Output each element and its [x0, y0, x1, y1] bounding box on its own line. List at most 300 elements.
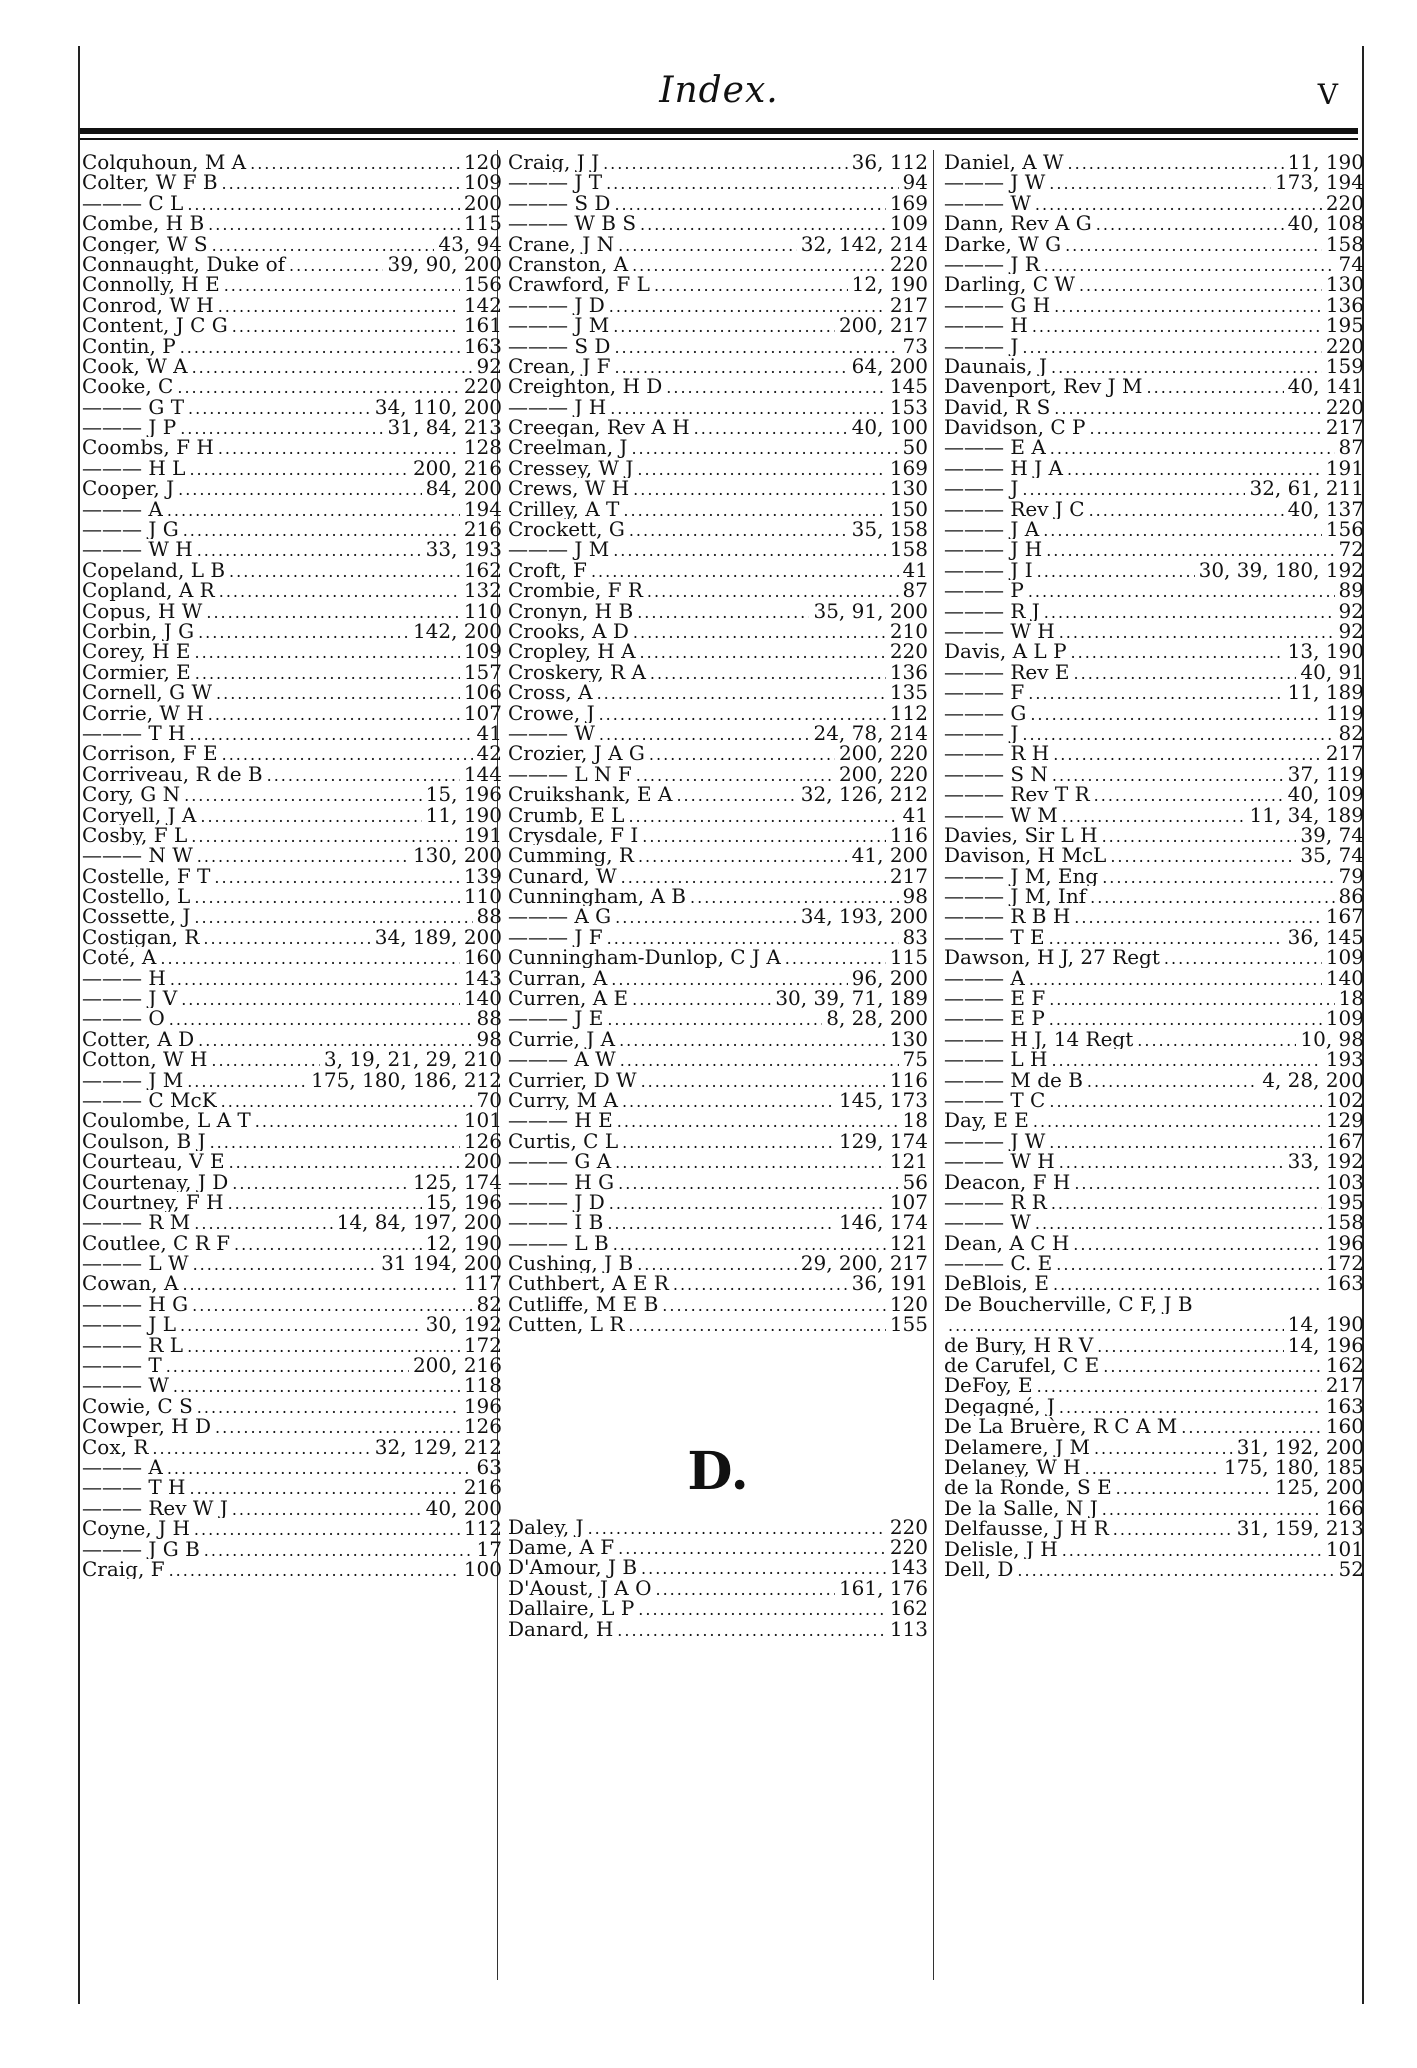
entry-name: ——— J [944, 335, 1019, 356]
leader-dots [690, 888, 899, 906]
entry-name: ——— W H [82, 539, 193, 560]
entry-name: ——— R H [944, 743, 1050, 764]
leader-dots [203, 929, 370, 947]
entry-name: ——— J [944, 478, 1019, 499]
entry-name: ——— C L [82, 192, 184, 214]
index-entry [82, 1375, 502, 1395]
entry-pages: 40, 91 [1300, 661, 1364, 683]
index-entry [944, 1131, 1364, 1151]
index-entry [82, 336, 502, 356]
index-entry [508, 764, 928, 784]
entry-name: Cotton, W H [82, 1049, 208, 1070]
section-gap [508, 1335, 928, 1407]
index-entry [508, 682, 928, 702]
index-column-2 [508, 152, 928, 1639]
leader-dots [212, 236, 435, 254]
leader-dots [621, 868, 886, 886]
index-entry [508, 1537, 928, 1557]
leader-dots [673, 1275, 848, 1293]
index-entry [82, 1070, 502, 1090]
entry-pages: 120 [463, 152, 502, 173]
leader-dots [229, 1153, 460, 1171]
entry-pages: 12, 190 [851, 274, 928, 295]
entry-pages: 163 [463, 335, 502, 356]
entry-name: De la Salle, N J [944, 1497, 1098, 1519]
entry-pages: 8, 28, 200 [826, 1008, 928, 1029]
index-entry [82, 947, 502, 967]
entry-pages: 100 [463, 1558, 502, 1580]
index-entry [82, 1396, 502, 1416]
index-entry [508, 1070, 928, 1090]
index-entry [82, 254, 502, 274]
index-entry [508, 397, 928, 417]
entry-name: ——— H L [82, 457, 186, 479]
entry-pages: 36, 145 [1287, 926, 1364, 948]
leader-dots [609, 1194, 886, 1212]
entry-name: ——— F [944, 682, 1025, 703]
index-entry [944, 193, 1364, 213]
leader-dots [1044, 256, 1335, 274]
leader-dots [1164, 949, 1322, 967]
entry-pages: 150 [889, 498, 928, 520]
leader-dots [181, 990, 460, 1008]
index-entry [944, 682, 1364, 702]
entry-pages: 167 [1325, 1130, 1364, 1152]
index-entry [508, 295, 928, 315]
entry-pages: 40, 100 [851, 417, 928, 438]
entry-name: Cornell, G W [82, 682, 213, 703]
entry-pages: 70 [476, 1089, 502, 1111]
index-entry [944, 1008, 1364, 1028]
entry-name: Dean, A C H [944, 1232, 1070, 1254]
entry-pages: 220 [1325, 396, 1364, 418]
entry-name: ——— A W [508, 1049, 616, 1070]
leader-dots [1044, 603, 1335, 621]
entry-name: ——— J M [82, 1069, 184, 1090]
entry-pages: 109 [463, 172, 502, 193]
leader-dots [267, 766, 460, 784]
leader-dots [221, 1092, 473, 1110]
leader-dots [190, 1479, 460, 1497]
entry-name: Currie, J A [508, 1028, 616, 1050]
entry-pages: 82 [476, 1293, 502, 1315]
leader-dots [1097, 1337, 1284, 1355]
index-entry [82, 499, 502, 519]
entry-pages: 34, 193, 200 [800, 906, 928, 927]
entry-name: Conger, W S [82, 233, 208, 254]
entry-pages: 113 [889, 1618, 928, 1639]
entry-name: ——— H J A [944, 457, 1063, 479]
leader-dots [182, 1275, 459, 1293]
entry-name: Courteau, V E [82, 1151, 225, 1172]
entry-pages: 87 [1338, 437, 1364, 458]
entry-name: Creelman, J [508, 437, 628, 458]
leader-dots [1054, 297, 1322, 315]
leader-dots [208, 705, 460, 723]
entry-pages: 89 [1338, 580, 1364, 601]
entry-pages: 40, 109 [1287, 784, 1364, 805]
page-number: V [1317, 78, 1338, 111]
index-entry [944, 1090, 1364, 1110]
index-entry [82, 1477, 502, 1497]
entry-pages: 24, 78, 214 [813, 722, 928, 744]
leader-dots [192, 1296, 472, 1314]
entry-name: ——— T C [944, 1089, 1046, 1111]
index-entry [82, 478, 502, 498]
running-head: Index. [659, 70, 779, 111]
index-entry [944, 458, 1364, 478]
entry-name: ——— L H [944, 1049, 1048, 1070]
entry-name: Crumb, E L [508, 804, 625, 825]
entry-name: Connolly, H E [82, 274, 220, 295]
entry-name: Croskery, R A [508, 661, 646, 683]
index-entry [508, 784, 928, 804]
entry-name: Dell, D [944, 1558, 1014, 1580]
leader-dots [232, 317, 460, 335]
entry-name: Crockett, G [508, 519, 625, 540]
entry-name: ——— Rev E [944, 661, 1070, 683]
index-entry [82, 825, 502, 845]
entry-name: Dawson, H J, 27 Regt [944, 947, 1160, 968]
entry-name: ——— G [944, 702, 1027, 723]
leader-dots [197, 541, 422, 559]
index-column-3 [944, 152, 1364, 1579]
leader-dots [619, 1031, 886, 1049]
leader-dots [1054, 399, 1322, 417]
entry-name: Cooke, C [82, 376, 174, 397]
entry-name: ——— J R [944, 253, 1040, 275]
entry-pages: 35, 74 [1300, 845, 1364, 866]
index-entry [82, 519, 502, 539]
leader-dots [641, 1072, 886, 1090]
entry-pages: 143 [889, 1557, 928, 1578]
leader-dots [1037, 1377, 1322, 1395]
entry-pages: 200, 220 [838, 763, 928, 785]
index-entry [944, 376, 1364, 396]
leader-dots [694, 419, 848, 437]
leader-dots [622, 1092, 835, 1110]
leader-dots [1022, 480, 1245, 498]
index-entry [82, 539, 502, 559]
index-entry [82, 1008, 502, 1028]
leader-dots [603, 154, 848, 172]
entry-pages: 40, 137 [1287, 498, 1364, 520]
leader-dots [218, 297, 460, 315]
entry-pages: 10, 98 [1300, 1028, 1364, 1050]
entry-name: Crowe, J [508, 702, 595, 723]
entry-pages: 200, 216 [412, 1355, 502, 1376]
leader-dots [1049, 1092, 1321, 1110]
entry-pages: 31, 192, 200 [1236, 1436, 1364, 1457]
entry-name: Copus, H W [82, 600, 203, 621]
entry-pages: 41 [902, 804, 928, 825]
index-entry [82, 1539, 502, 1559]
entry-name: ——— J D [508, 1191, 605, 1213]
index-entry [508, 1233, 928, 1253]
entry-pages: 34, 189, 200 [374, 926, 502, 948]
entry-name: ——— J L [82, 1314, 177, 1335]
index-entry [82, 152, 502, 172]
entry-pages: 15, 196 [425, 784, 502, 805]
entry-pages: 162 [1325, 1355, 1364, 1376]
entry-pages: 92 [1338, 600, 1364, 621]
index-entry [508, 254, 928, 274]
entry-name: ——— S D [508, 192, 611, 214]
entry-pages: 136 [1325, 294, 1364, 316]
entry-pages: 193 [1325, 1049, 1364, 1070]
index-entry [508, 1049, 928, 1069]
leader-dots [195, 664, 460, 682]
index-entry [82, 1437, 502, 1457]
leader-dots [629, 521, 848, 539]
entry-pages: 220 [889, 641, 928, 662]
index-entry [508, 641, 928, 661]
entry-pages: 31, 159, 213 [1236, 1518, 1364, 1539]
entry-name: Coombs, F H [82, 437, 214, 458]
entry-pages: 92 [476, 355, 502, 377]
leader-dots [194, 1214, 332, 1232]
index-entry [944, 1192, 1364, 1212]
index-entry [944, 743, 1364, 763]
entry-name: ——— W B S [508, 213, 637, 234]
entry-name: ——— J V [82, 988, 178, 1009]
leader-dots [617, 1112, 899, 1130]
index-entry [944, 866, 1364, 886]
index-entry [944, 1172, 1364, 1192]
entry-pages: 86 [1338, 886, 1364, 907]
index-entry [82, 1416, 502, 1436]
leader-dots [1017, 1561, 1334, 1579]
leader-dots [613, 1235, 886, 1253]
entry-pages: 217 [889, 865, 928, 887]
entry-name: Cuthbert, A E R [508, 1273, 669, 1294]
index-entry [82, 703, 502, 723]
entry-pages: 125, 174 [412, 1171, 502, 1192]
index-column-2-entries-after [508, 1517, 928, 1639]
entry-name: ——— H G [508, 1171, 615, 1192]
entry-pages: 109 [1325, 1008, 1364, 1029]
leader-dots [1059, 623, 1335, 641]
leader-dots [1096, 215, 1284, 233]
entry-pages: 175, 180, 185 [1224, 1457, 1364, 1478]
entry-name: ——— J I [944, 559, 1033, 581]
entry-pages: 63 [476, 1457, 502, 1478]
entry-name: Content, J C G [82, 315, 228, 336]
index-entry [82, 295, 502, 315]
entry-name: DeBlois, E [944, 1273, 1049, 1294]
index-column-2-entries [508, 152, 928, 1335]
entry-name: Crombie, F R [508, 580, 643, 601]
entry-pages: 112 [463, 1518, 502, 1539]
entry-pages: 145, 173 [838, 1089, 928, 1111]
entry-name: Copeland, L B [82, 559, 226, 581]
index-entry [508, 519, 928, 539]
entry-pages: 220 [1325, 192, 1364, 214]
entry-pages: 29, 200, 217 [800, 1253, 928, 1274]
entry-name: ——— A [944, 967, 1025, 989]
index-entry [82, 1110, 502, 1130]
leader-dots [1051, 358, 1322, 376]
leader-dots [1062, 807, 1246, 825]
leader-dots [1065, 236, 1322, 254]
entry-name: Coutlee, C R F [82, 1232, 230, 1254]
index-entry [944, 580, 1364, 600]
leader-dots [666, 378, 886, 396]
leader-dots [1110, 847, 1296, 865]
entry-name: Danard, H [508, 1618, 614, 1639]
leader-dots [948, 1316, 1284, 1334]
entry-pages: 96, 200 [851, 967, 928, 989]
entry-name: ——— Rev W J [82, 1497, 228, 1519]
index-entry [944, 1559, 1364, 1579]
entry-name: ——— R M [82, 1212, 191, 1233]
index-entry [82, 213, 502, 233]
entry-pages: 117 [463, 1273, 502, 1294]
leader-dots [662, 1296, 886, 1314]
entry-pages: 195 [1325, 315, 1364, 336]
leader-dots [178, 480, 422, 498]
index-entry [82, 1355, 502, 1375]
entry-name: Crysdale, F I [508, 824, 639, 846]
leader-dots [187, 1337, 460, 1355]
entry-pages: 142, 200 [412, 620, 502, 642]
leader-dots [613, 541, 886, 559]
entry-name: Colquhoun, M A [82, 152, 247, 173]
index-entry [944, 1212, 1364, 1232]
index-entry [508, 152, 928, 172]
leader-dots [615, 908, 797, 926]
entry-pages: 136 [889, 661, 928, 683]
index-entry [82, 580, 502, 600]
leader-dots [637, 1255, 797, 1273]
entry-pages: 125, 200 [1274, 1477, 1364, 1498]
leader-dots [194, 908, 472, 926]
entry-pages: 75 [902, 1049, 928, 1070]
index-entry [82, 1335, 502, 1355]
entry-pages: 30, 39, 180, 192 [1198, 559, 1364, 581]
leader-dots [184, 786, 422, 804]
index-entry [944, 1110, 1364, 1130]
entry-name: Cooper, J [82, 478, 175, 499]
index-entry [508, 601, 928, 621]
entry-pages: 79 [1338, 865, 1364, 887]
index-entry [944, 988, 1364, 1008]
entry-pages: 92 [1338, 620, 1364, 642]
entry-name: Corrison, F E [82, 743, 218, 764]
index-entry [508, 376, 928, 396]
entry-pages: 41 [476, 722, 502, 744]
entry-name: ——— A [82, 1457, 163, 1478]
entry-pages: 161 [463, 315, 502, 336]
leader-dots [255, 1112, 460, 1130]
index-entry [508, 478, 928, 498]
entry-pages: 210 [889, 620, 928, 642]
entry-pages: 18 [902, 1110, 928, 1131]
leader-dots [1035, 195, 1322, 213]
leader-dots [222, 745, 473, 763]
index-entry [82, 968, 502, 988]
entry-name: ——— O [82, 1008, 165, 1029]
leader-dots [591, 562, 899, 580]
entry-name: Courtenay, J D [82, 1171, 229, 1192]
entry-pages: 94 [902, 172, 928, 193]
leader-dots [628, 1316, 885, 1334]
entry-name: Coyne, J H [82, 1518, 190, 1539]
entry-pages: 216 [463, 1477, 502, 1498]
entry-name: Crooks, A D [508, 620, 629, 642]
entry-name: ——— J W [944, 1130, 1046, 1152]
leader-dots [188, 399, 371, 417]
entry-pages: 139 [463, 865, 502, 887]
entry-name: Cormier, E [82, 661, 191, 683]
entry-pages: 167 [1325, 906, 1364, 927]
entry-name: Cranston, A [508, 253, 629, 275]
index-entry [82, 1559, 502, 1579]
leader-dots [222, 174, 460, 192]
leader-dots [1074, 664, 1297, 682]
index-entry [944, 1477, 1364, 1497]
leader-dots [607, 1010, 822, 1028]
entry-name: Corbin, J G [82, 620, 195, 642]
entry-pages: 217 [1325, 1375, 1364, 1396]
leader-dots [613, 317, 835, 335]
index-entry [82, 1131, 502, 1151]
entry-pages: 200, 220 [838, 743, 928, 764]
entry-name: Cosby, F L [82, 824, 188, 846]
entry-pages: 115 [463, 213, 502, 234]
index-entry [508, 499, 928, 519]
leader-dots [637, 460, 885, 478]
entry-pages: 163 [1325, 1273, 1364, 1294]
index-entry [508, 172, 928, 192]
index-entry [82, 1049, 502, 1069]
entry-pages: 32, 129, 212 [374, 1436, 502, 1457]
entry-pages: 196 [463, 1395, 502, 1417]
entry-pages: 153 [889, 396, 928, 418]
leader-dots [1022, 725, 1334, 743]
index-entry [82, 376, 502, 396]
leader-dots [194, 888, 460, 906]
entry-pages: 162 [463, 559, 502, 581]
entry-pages: 220 [889, 1516, 928, 1538]
entry-name: ——— H [82, 967, 166, 989]
entry-pages: 110 [463, 600, 502, 621]
entry-name: De Boucherville, C F, J B [944, 1293, 1193, 1315]
entry-name: Daniel, A W [944, 152, 1064, 173]
index-entry [944, 723, 1364, 743]
index-entry [82, 988, 502, 1008]
entry-name: Crawford, F L [508, 274, 650, 295]
entry-name: Curtis, C L [508, 1130, 619, 1152]
index-entry [944, 336, 1364, 356]
leader-dots [633, 480, 886, 498]
entry-name: Daley, J [508, 1516, 584, 1538]
index-entry [944, 805, 1364, 825]
leader-dots [224, 276, 460, 294]
leader-dots [640, 215, 886, 233]
entry-name: Delamere, J M [944, 1436, 1090, 1457]
leader-dots [210, 1133, 460, 1151]
leader-dots [618, 236, 797, 254]
index-entry [508, 723, 928, 743]
index-entry [82, 193, 502, 213]
entry-pages: 39, 74 [1300, 824, 1364, 846]
entry-pages: 36, 112 [851, 152, 928, 173]
index-entry [508, 947, 928, 967]
column-divider [933, 150, 934, 1980]
index-entry [82, 662, 502, 682]
entry-pages: 18 [1338, 988, 1364, 1009]
